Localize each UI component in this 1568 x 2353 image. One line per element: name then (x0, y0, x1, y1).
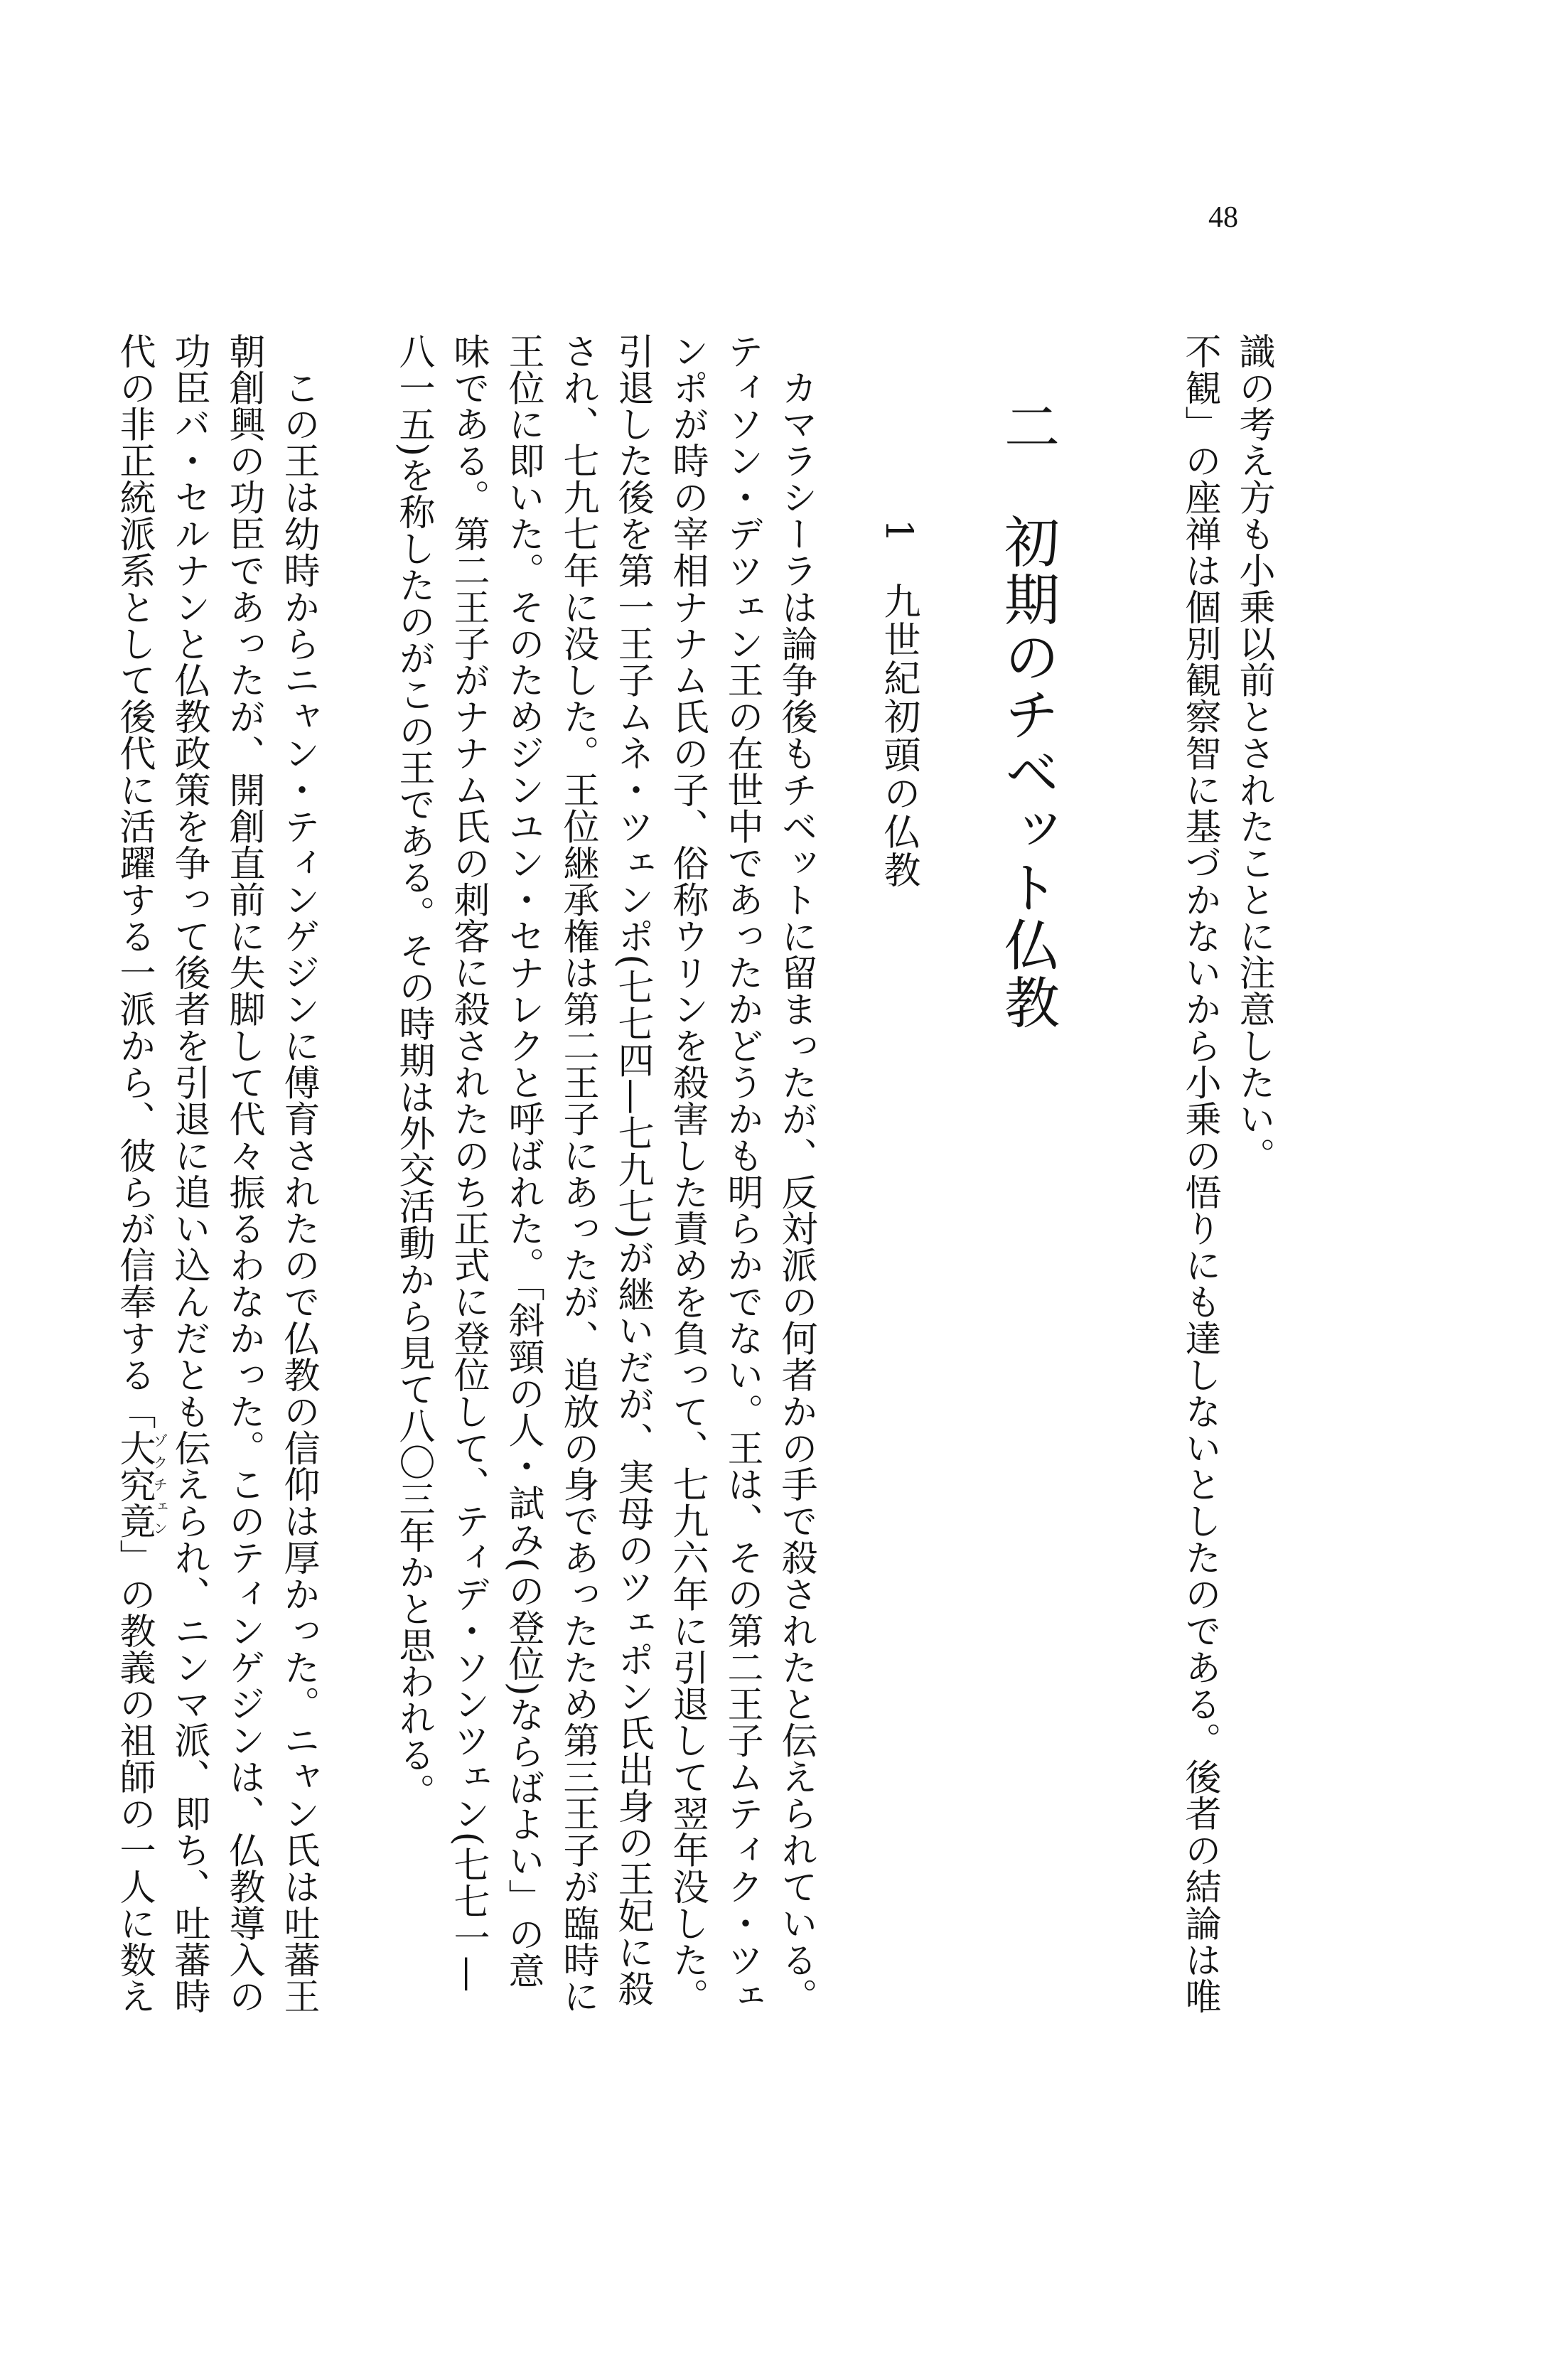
body-line-11: 功臣バ・セルナンと仏教政策を争って後者を引退に追い込んだとも伝えられ、ニンマ派、即ち、吐蕃時 (168, 333, 210, 2015)
body-line-4: 引退した後を第一王子ムネ・ツェンポ(七七四—七九七)が継いだが、実母のツェポン氏出身の王妃に殺 (611, 333, 653, 2008)
prelude-line-2: 不観」の座禅は個別観察智に基づかないから小乗の悟りにも達しないとしたのである。後者の結論は唯 (1178, 333, 1220, 2015)
ruby-reading: ゾクチェン (151, 1429, 168, 1540)
body-line-9: この王は幼時からニャン・ティンゲジンに傅育されたので仏教の信仰は厚かった。ニャン氏は吐蕃王 (277, 333, 319, 2015)
section-heading: 二 初期のチベット仏教 (995, 398, 1059, 1031)
body-line-5: され、七九七年に没した。王位継承権は第二王子にあったが、追放の身であったため第三王子が臨時に (557, 333, 598, 2015)
body-line-6: 王位に即いた。そのためジンユン・セナレクと呼ばれた。「斜頸の人・試み(の登位)ならばよい」の意 (502, 333, 544, 1989)
body-line-3: ンポが時の宰相ナナム氏の子、俗称ウリンを殺害した責めを負って、七九六年に引退して翌年没した。 (666, 333, 708, 2015)
subsection-heading: 1 九世紀初頭の仏教 (877, 519, 920, 890)
body-line-12: 代の非正統派系として後代に活躍する一派から、彼らが信奉する「大究竟ゾクチェン」の教義の祖師の一人に数え (113, 333, 168, 2015)
body-line-8: 八一五)を称したのがこの王である。その時期は外交活動から見て八〇三年かと思われる。 (392, 333, 434, 1810)
ruby-daikukyo: 大究竟ゾクチェン (113, 1429, 168, 1540)
body-line-10: 朝創興の功臣であったが、開創直前に失脚して代々振るわなかった。このティンゲジンは、仏教導入の (222, 333, 264, 2015)
body-line-7: 味である。第二王子がナナム氏の刺客に殺されたのち正式に登位して、ティデ・ソンツェン(七七一— (447, 333, 489, 1993)
page-number: 48 (1208, 201, 1238, 234)
prelude-line-1: 識の考え方も小乗以前とされたことに注意したい。 (1233, 333, 1274, 1174)
body-line-2: ティソン・デツェン王の在世中であったかどうかも明らかでない。王は、その第二王子ムティク・ツェ (721, 333, 763, 2015)
body-line-1: カマラシーラは論争後もチベットに留まったが、反対派の何者かの手で殺されたと伝えられている。 (775, 333, 817, 2015)
